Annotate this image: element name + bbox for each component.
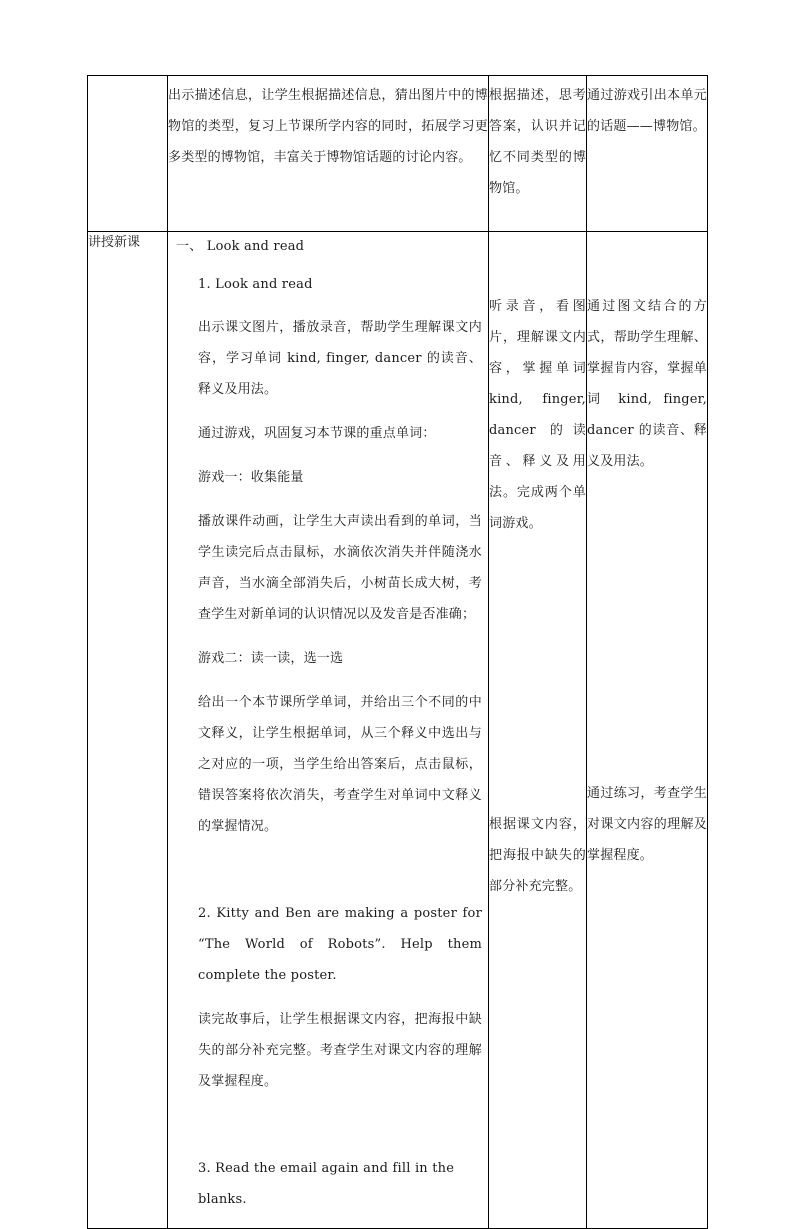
purpose-cell xyxy=(587,76,708,232)
lesson-plan-table xyxy=(87,75,708,1229)
process-text: 出示描述信息，让学生根据描述信息，猜出图片中的博物馆的类型，复习上节课所学内容的同时，拓展学习更多类型的博物馆，丰富关于博物馆话题的讨论内容。 xyxy=(168,88,488,165)
stage-cell: 讲授新课 xyxy=(88,232,168,1229)
table-row xyxy=(88,232,708,1229)
process-text: 通过游戏，巩固复习本节课的重点单词： xyxy=(198,426,436,441)
process-text: 播放课件动画，让学生大声读出看到的单词，当学生读完后点击鼠标，水滴依次消失并伴随浇水声音，当水滴全部消失后，小树苗长成大树，考查学生对新单词的认识情况以及发音是否准确； xyxy=(198,514,482,622)
process-text: 给出一个本节课所学单词，并给出三个不同的中文释义，让学生根据单词，从三个释义中选出与之对应的一项，当学生给出答案后，点击鼠标，错误答案将依次消失，考查学生对单词中文释义的掌握情况。 xyxy=(198,695,482,834)
subsection-title: 3. Read the email again and fill in the blanks. xyxy=(198,1161,455,1207)
student-activity-text: 听录音，看图片，理解课文内容，掌握单词 kind, finger, dancer 的读音、释义及用法。完成两个单词游戏。 xyxy=(489,299,586,531)
game-title: 游戏二：读一读，选一选 xyxy=(198,651,344,666)
student-activity-cell xyxy=(489,232,587,1229)
table-row xyxy=(88,76,708,232)
student-activity-text: 根据描述，思考答案，认识并记忆不同类型的博物馆。 xyxy=(489,88,586,196)
process-text: 读完故事后，让学生根据课文内容，把海报中缺失的部分补充完整。考查学生对课文内容的理解及掌握程度。 xyxy=(198,1012,482,1089)
purpose-text: 通过图文结合的方式，帮助学生理解、掌握肯内容，掌握单词 kind, finger, dancer 的读音、释义及用法。 xyxy=(587,299,707,469)
process-cell xyxy=(168,76,489,232)
game-title: 游戏一：收集能量 xyxy=(198,470,304,485)
process-cell xyxy=(168,232,489,1229)
subsection-title: 1. Look and read xyxy=(198,277,313,292)
purpose-text: 通过游戏引出本单元的话题——博物馆。 xyxy=(587,88,707,134)
section-heading: 一、 Look and read xyxy=(176,239,305,254)
process-text: 2. Kitty and Ben are making a poster for “The World of Robots”. Help them complete the poster. xyxy=(198,906,482,983)
stage-cell xyxy=(88,76,168,232)
student-activity-text: 根据课文内容，把海报中缺失的部分补充完整。 xyxy=(489,817,586,894)
purpose-text: 通过练习，考查学生对课文内容的理解及掌握程度。 xyxy=(587,786,707,863)
process-text: 出示课文图片，播放录音，帮助学生理解课文内容，学习单词 kind, finger, dancer 的读音、释义及用法。 xyxy=(198,320,482,397)
student-activity-cell xyxy=(489,76,587,232)
purpose-cell xyxy=(587,232,708,1229)
